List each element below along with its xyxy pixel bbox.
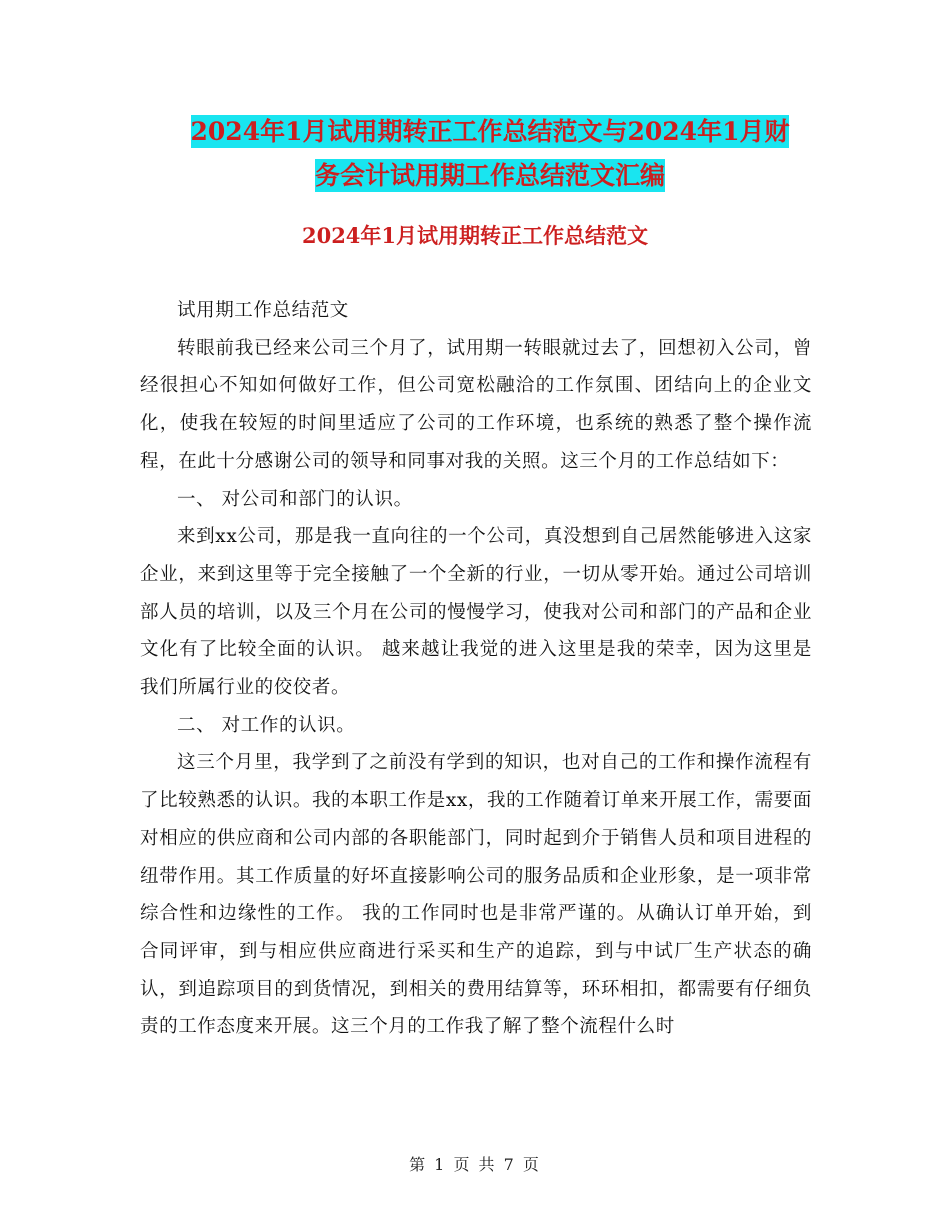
- document-title-line-1: 2024年1月试用期转正工作总结范文与2024年1月财: [190, 117, 790, 146]
- document-title-line-2: 务会计试用期工作总结范文汇编: [314, 161, 665, 190]
- document-body: [140, 292, 812, 1046]
- page-footer: 第 1 页 共 7 页: [409, 1155, 541, 1174]
- paragraph: 一、 对公司和部门的认识。: [177, 488, 413, 510]
- paragraph: 来到xx公司，那是我一直向往的一个公司，真没想到自己居然能够进入这家企业，来到这里等于完全接触了一个全新的行业，一切从零开始。通过公司培训部人员的培训，以及三个月在公司的慢慢学习，使我对公司和部门的产品和企业文化有了比较全面的认识。 越来越让我觉的进入这里是我的荣幸，因为这里是我们所属行业的佼佼者。: [140, 526, 812, 699]
- paragraph: 转眼前我已经来公司三个月了，试用期一转眼就过去了，回想初入公司，曾经很担心不知如何做好工作，但公司宽松融洽的工作氛围、团结向上的企业文化，使我在较短的时间里适应了公司的工作环境，也系统的熟悉了整个操作流程，在此十分感谢公司的领导和同事对我的关照。这三个月的工作总结如下：: [140, 337, 812, 472]
- paragraph: 这三个月里，我学到了之前没有学到的知识，也对自己的工作和操作流程有了比较熟悉的认识。我的本职工作是xx，我的工作随着订单来开展工作，需要面对相应的供应商和公司内部的各职能部门，同时起到介于销售人员和项目进程的纽带作用。其工作质量的好坏直接影响公司的服务品质和企业形象，是一项非常综合性和边缘性的工作。 我的工作同时也是非常严谨的。从确认订单开始，到合同评审，到与相应供应商进行采买和生产的追踪，到与中试厂生产状态的确认，到追踪项目的到货情况，到相关的费用结算等，环环相扣，都需要有仔细负责的工作态度来开展。这三个月的工作我了解了整个流程什么时: [140, 752, 812, 1038]
- paragraph: 二、 对工作的认识。: [177, 714, 356, 736]
- document-title: [140, 110, 840, 198]
- section-title: 2024年1月试用期转正工作总结范文: [301, 223, 649, 248]
- paragraph: 试用期工作总结范文: [177, 300, 349, 321]
